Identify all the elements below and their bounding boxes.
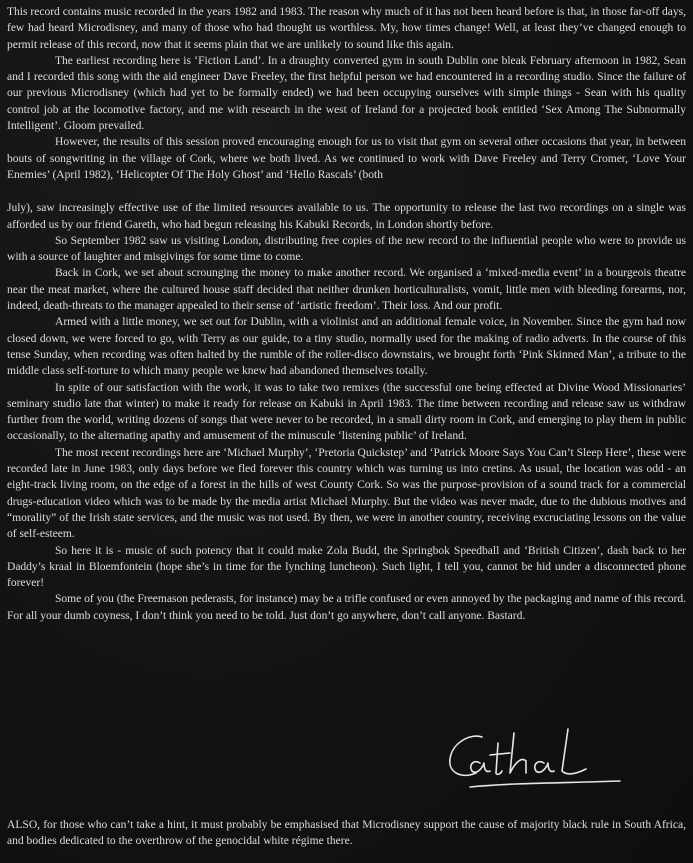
signature (440, 725, 630, 795)
paragraph-closing: Some of you (the Freemason pederasts, for instance) may be a trifle confused or even annoyed by the packaging and name of this record. For all your dumb coyness, I don’t think you need to be told. Just don’t go anywhere, don’t call anyone. Bastard. (7, 593, 686, 622)
paragraph-dublin: Armed with a little money, we set out for Dublin, with a violinist and an additional female voice, in November. Since the gym had now closed down, we were forced to go, with Terry as our guide, to a tiny studio, normally used for the making of radio adverts. In the course of this tense Sunday, when recording was often halted by the rumble of the roller-disco downstairs, we brought forth ‘Pink Skinned Man’, a tribute to the middle class self-torture to which many people we knew had abandoned themselves totally. (7, 316, 686, 378)
footer-note (7, 817, 686, 850)
paragraph-remixes: In spite of our satisfaction with the work, it was to take two remixes (the successful one being effected at Divine Wood Missionaries’ seminary studio late that winter) to make it ready for release on Kabuki in April 1983. The time between recording and release saw us withdraw further from the world, writing dozens of songs that were never to be recorded, in a small dirty room in Cork, and emerging to play them in public occasionally, to the alternating apathy and amusement of the minuscule ‘listening public’ of Ireland. (7, 381, 686, 443)
footer-text: ALSO, for those who can’t take a hint, it must probably be emphasised that Microdisney support the cause of majority black rule in South Africa, and bodies dedicated to the overthrow of the genocidal white régime there. (7, 819, 686, 848)
liner-notes-body (7, 4, 686, 624)
paragraph-london: So September 1982 saw us visiting London, distributing free copies of the new record to the influential people who were to provide us with a source of laughter and misgivings for some time to come. (7, 234, 686, 264)
paragraph-recent-recordings: The most recent recordings here are ‘Michael Murphy’, ‘Pretoria Quickstep’ and ‘Patrick Moore Says You Can’t Sleep Here’, these were recorded late in June 1983, only days before we fled forever this country which was turning us into cretins. As usual, the location was odd - an eight-track living room, on the edge of a forest in the hills of west County Cork. So was the purpose-provision of a sound track for a commercial drugs-education video which was to be made by the media artist Michael Murphy. But the video was never made, due to the dubious motives and “morality” of the Irish state services, and the music was not used. By then, we were in another country, receiving excruciating lessons on the value of self-esteem. (7, 446, 686, 541)
signature-cathal-icon (440, 725, 630, 795)
paragraph-july: July), saw increasingly effective use of the limited resources available to us. The opportunity to release the last two recordings on a single was afforded us by our friend Gareth, who had begun releasing his Kabuki Records, in London shortly before. (7, 202, 686, 231)
paragraph-intro: This record contains music recorded in the years 1982 and 1983. The reason why much of it has not been heard before is that, in those far-off days, few had heard Microdisney, and many of those who had thought us worthless. My, how times change! Well, at least they’ve changed enough to permit release of this record, now that it seems plain that we are unlikely to sound like this again. (7, 6, 686, 51)
paragraph-gap (7, 183, 686, 200)
paragraph-gym-sessions: However, the results of this session proved encouraging enough for us to visit that gym on several other occasions that year, in between bouts of songwriting in the village of Cork, where we both lived. As we continued to work with Dave Freeley and Terry Cromer, ‘Love Your Enemies’ (April 1982), ‘Helicopter Of The Holy Ghost’ and ‘Hello Rascals’ (both (7, 136, 686, 181)
paragraph-fiction-land: The earliest recording here is ‘Fiction Land’. In a draughty converted gym in south Dublin one bleak February afternoon in 1982, Sean and I recorded this song with the aid engineer Dave Freeley, the first helpful person we had encountered in a recording studio. Since the failure of our previous Microdisney (which had yet to be formally ended) we had been occupying ourselves with simple things - Sean with his quality control job at the locomotive factory, and me with research in the west of Ireland for a projected book entitled ‘Sex Among The Subnormally Intelligent’. Gloom prevailed. (7, 54, 686, 133)
paragraph-so-here-it-is: So here it is - music of such potency that it could make Zola Budd, the Springbok Speedball and ‘British Citizen’, dash back to her Daddy’s kraal in Bloemfontein (hope she’s in time for the lynching luncheon). Such light, I tell you, cannot be hid under a disconnected phone forever! (7, 544, 686, 590)
paragraph-cork: Back in Cork, we set about scrounging the money to make another record. We organised a ‘mixed-media event’ in a bourgeois theatre near the meat market, where the cultured house staff decided that neither drunken horticulturalists, vomit, little men with bleeding forearms, nor, indeed, death-threats to the manager appealed to their sense of ‘artistic freedom’. Their loss. And our profit. (7, 267, 686, 313)
